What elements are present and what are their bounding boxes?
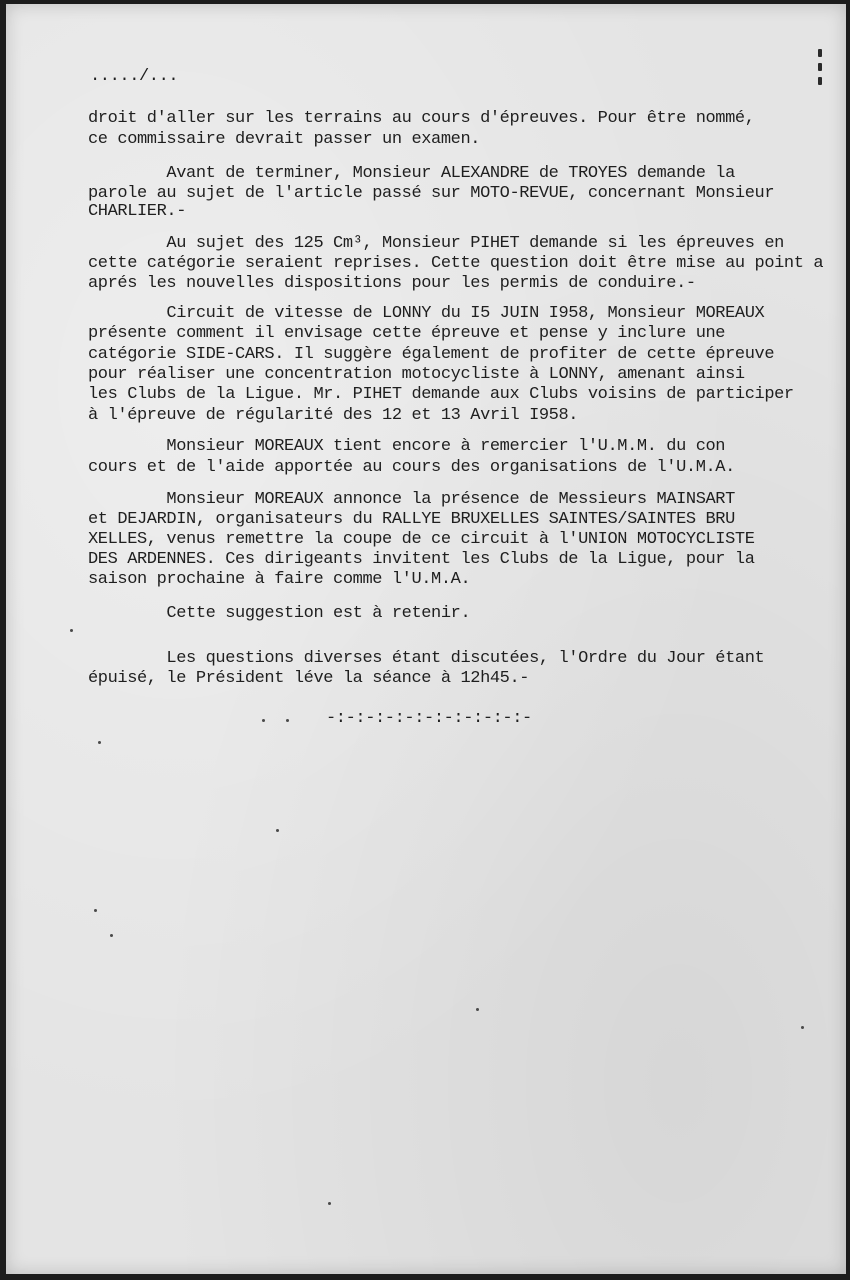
- text-line: pour réaliser une concentration motocycliste à LONNY, amenant ainsi: [88, 365, 745, 384]
- text-line: présente comment il envisage cette épreuve et pense y inclure une: [88, 324, 726, 343]
- scan-speck: [286, 719, 289, 722]
- text-line: parole au sujet de l'article passé sur MOTO-REVUE, concernant Monsieur: [88, 184, 775, 203]
- text-line: catégorie SIDE-CARS. Il suggère également de profiter de cette épreuve: [88, 345, 775, 364]
- scan-speck: [476, 1008, 479, 1011]
- text-line: Cette suggestion est à retenir.: [88, 604, 471, 623]
- text-line: aprés les nouvelles dispositions pour les permis de conduire.-: [88, 274, 696, 293]
- scan-speck: [110, 934, 113, 937]
- text-line: DES ARDENNES. Ces dirigeants invitent les Clubs de la Ligue, pour la: [88, 550, 755, 569]
- text-line: Monsieur MOREAUX annonce la présence de Messieurs MAINSART: [88, 490, 735, 509]
- scan-speck: [801, 1026, 804, 1029]
- end-rule: -:-:-:-:-:-:-:-:-:-:-: [326, 709, 532, 728]
- scan-speck: [98, 741, 101, 744]
- text-line: et DEJARDIN, organisateurs du RALLYE BRUXELLES SAINTES/SAINTES BRU: [88, 510, 735, 529]
- text-line: à l'épreuve de régularité des 12 et 13 Avril I958.: [88, 406, 579, 425]
- text-line: XELLES, venus remettre la coupe de ce circuit à l'UNION MOTOCYCLISTE: [88, 530, 755, 549]
- document-page: [6, 4, 846, 1274]
- text-line: les Clubs de la Ligue. Mr. PIHET demande aux Clubs voisins de participer: [88, 385, 794, 404]
- text-line: ce commissaire devrait passer un examen.: [88, 130, 481, 149]
- text-line: Au sujet des 125 Cm³, Monsieur PIHET demande si les épreuves en: [88, 234, 784, 253]
- text-line: saison prochaine à faire comme l'U.M.A.: [88, 570, 471, 589]
- text-line: droit d'aller sur les terrains au cours d'épreuves. Pour être nommé,: [88, 109, 755, 128]
- text-line: Circuit de vitesse de LONNY du I5 JUIN I958, Monsieur MOREAUX: [88, 304, 765, 323]
- continuation-marker: ...../...: [90, 67, 179, 86]
- scan-speck: [328, 1202, 331, 1205]
- scan-speck: [70, 629, 73, 632]
- text-line: cette catégorie seraient reprises. Cette question doit être mise au point a: [88, 254, 824, 273]
- scan-speck: [94, 909, 97, 912]
- text-line: Avant de terminer, Monsieur ALEXANDRE de TROYES demande la: [88, 164, 735, 183]
- text-line: Les questions diverses étant discutées, l'Ordre du Jour étant: [88, 649, 765, 668]
- text-line: CHARLIER.-: [88, 202, 187, 221]
- staple-mark: [818, 49, 824, 99]
- scan-speck: [262, 719, 265, 722]
- text-line: cours et de l'aide apportée au cours des organisations de l'U.M.A.: [88, 458, 735, 477]
- text-line: épuisé, le Président léve la séance à 12h45.-: [88, 669, 530, 688]
- scan-speck: [276, 829, 279, 832]
- text-line: Monsieur MOREAUX tient encore à remercier l'U.M.M. du con: [88, 437, 726, 456]
